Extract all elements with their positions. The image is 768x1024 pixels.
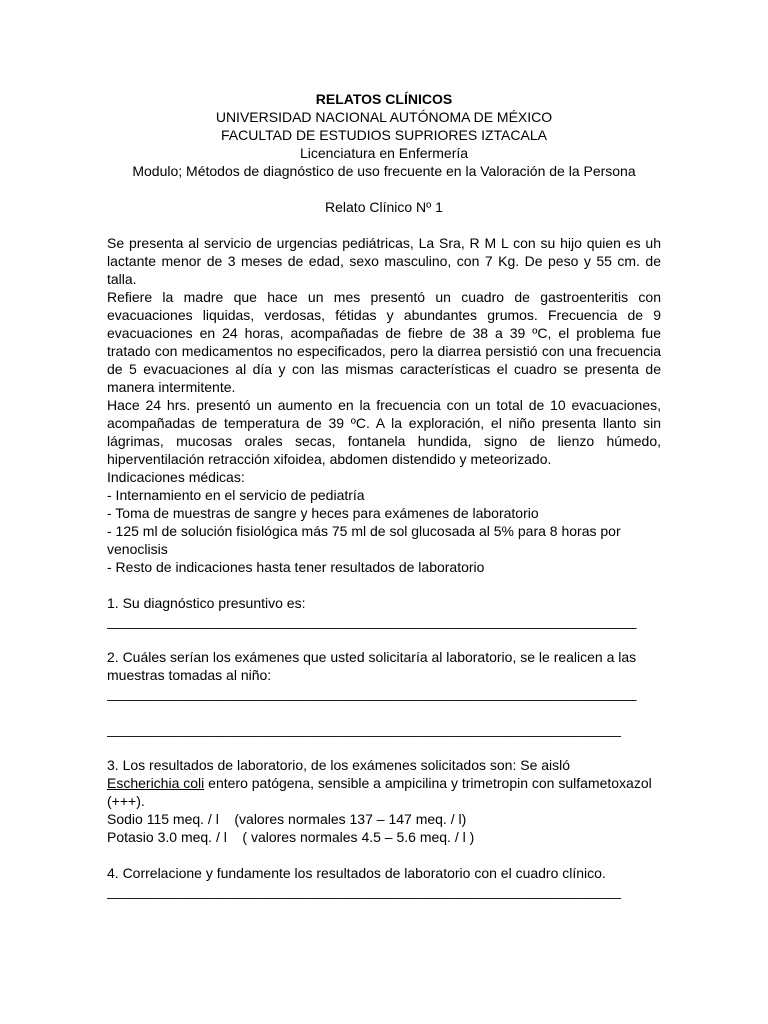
organism-description: entero patógena, sensible a ampicilina y trimetropin con sulfametoxazol (+++).: [107, 775, 652, 809]
potassium-result: Potasio 3.0 meq. / l ( valores normales 4.5 – 5.6 meq. / l ): [107, 829, 475, 845]
answer-line-2a: ____________________________________________________________________: [107, 685, 637, 701]
indications-heading: Indicaciones médicas:: [107, 469, 245, 485]
faculty-name: FACULTAD DE ESTUDIOS SUPRIORES IZTACALA: [221, 127, 547, 143]
document-title: RELATOS CLÍNICOS: [315, 91, 453, 107]
program-name: Licenciatura en Enfermería: [299, 145, 469, 161]
sodium-result: Sodio 115 meq. / l (valores normales 137 – 147 meq. / l): [107, 811, 467, 827]
question-3-intro: 3. Los resultados de laboratorio, de los exámenes solicitados son: Se aisló: [107, 757, 571, 773]
organism-name: Escherichia coli: [107, 775, 205, 791]
answer-line-4: __________________________________________________________________: [107, 883, 621, 899]
indication-item: - Resto de indicaciones hasta tener resultados de laboratorio: [107, 559, 485, 575]
document-body: [107, 90, 661, 900]
case-paragraph-2: Refiere la madre que hace un mes presentó un cuadro de gastroenteritis con evacuaciones liquidas, verdosas, fétidas y abundantes grumos. Frecuencia de 9 evacuaciones en 24 horas, acompañadas de fiebre de 38 a 39 ºC, el problema fue tratado con medicamentos no especificados, pero la diarrea persistió con una frecuencia de 5 evacuaciones al día y con las mismas características el cuadro se presenta de manera intermitente.: [107, 289, 661, 395]
question-4: 4. Correlacione y fundamente los resultados de laboratorio con el cuadro clínico.: [107, 865, 606, 881]
indication-item: - Toma de muestras de sangre y heces para exámenes de laboratorio: [107, 505, 539, 521]
case-title: Relato Clínico Nº 1: [325, 199, 443, 215]
indication-item: - Internamiento en el servicio de pediatría: [107, 487, 365, 503]
case-paragraph-3: Hace 24 hrs. presentó un aumento en la frecuencia con un total de 10 evacuaciones, acompañadas de temperatura de 39 ºC. A la exploración, el niño presenta llanto sin lágrimas, mucosas orales secas, fontanela hundida, signo de lienzo húmedo, hiperventilación retracción xifoidea, abdomen distendido y meteorizado.: [107, 397, 661, 467]
question-1: 1. Su diagnóstico presuntivo es:: [107, 595, 306, 611]
answer-line-2b: __________________________________________________________________: [107, 721, 621, 737]
module-name: Modulo; Métodos de diagnóstico de uso frecuente en la Valoración de la Persona: [132, 163, 636, 179]
indication-item: - 125 ml de solución fisiológica más 75 ml de sol glucosada al 5% para 8 horas por venoclisis: [107, 523, 621, 557]
document-header: [107, 90, 661, 180]
question-2: 2. Cuáles serían los exámenes que usted solicitaría al laboratorio, se le realicen a las muestras tomadas al niño:: [107, 649, 637, 683]
question-3-organism-line: [107, 774, 661, 810]
university-name: UNIVERSIDAD NACIONAL AUTÓNOMA DE MÉXICO: [215, 109, 553, 125]
case-paragraph-1: Se presenta al servicio de urgencias pediátricas, La Sra, R M L con su hijo quien es uh lactante menor de 3 meses de edad, sexo masculino, con 7 Kg. De peso y 55 cm. de talla.: [107, 235, 661, 287]
answer-line-1: ____________________________________________________________________: [107, 613, 637, 629]
